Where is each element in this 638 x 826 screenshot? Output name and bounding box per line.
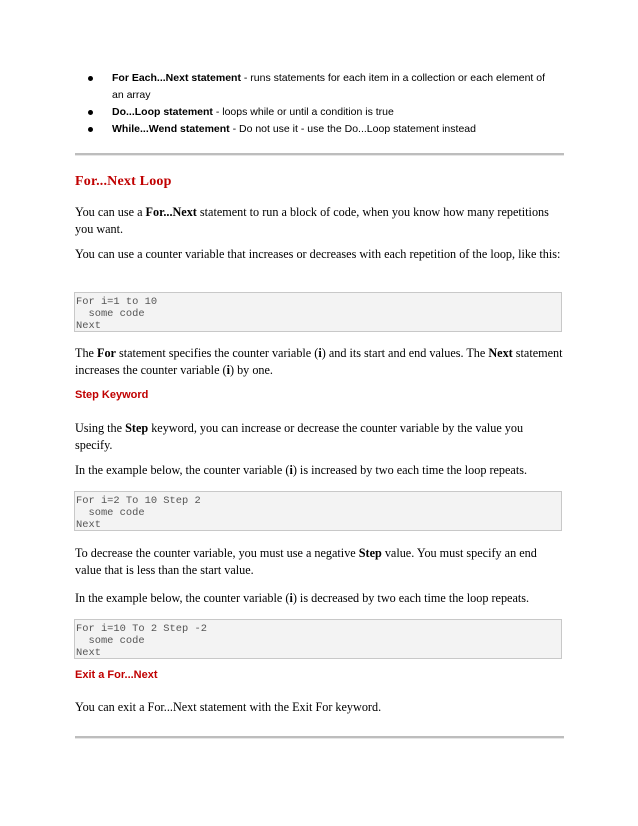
bullet-icon bbox=[88, 127, 93, 132]
paragraph: In the example below, the counter variable (i) is decreased by two each time the loop repeats. bbox=[75, 591, 530, 605]
paragraph: You can use a counter variable that increases or decreases with each repetition of the loop, like this: bbox=[75, 247, 561, 261]
list-item: For Each...Next statement - runs statements for each item in a collection or each element of an array bbox=[88, 70, 558, 104]
paragraph: You can use a For...Next statement to run a block of code, when you know how many repetitions you want. bbox=[75, 205, 549, 236]
paragraph: To decrease the counter variable, you must use a negative Step value. You must specify an end value that is less than the start value. bbox=[75, 546, 537, 577]
paragraph: You can exit a For...Next statement with the Exit For keyword. bbox=[75, 700, 382, 714]
paragraph: Using the Step keyword, you can increase or decrease the counter variable by the value you specify. bbox=[75, 421, 524, 452]
code-line: some code bbox=[76, 635, 145, 647]
code-block bbox=[74, 619, 562, 659]
code-line: For i=1 to 10 bbox=[76, 296, 158, 308]
horizontal-divider bbox=[75, 153, 564, 156]
code-line: Next bbox=[76, 320, 101, 332]
loop-types-list bbox=[88, 70, 558, 138]
code-line: Next bbox=[76, 647, 101, 659]
code-block bbox=[74, 491, 562, 531]
code-line: For i=2 To 10 Step 2 bbox=[76, 495, 201, 507]
code-block bbox=[74, 292, 562, 332]
list-item: Do...Loop statement - loops while or until a condition is true bbox=[88, 104, 558, 121]
section-heading-step-keyword: Step Keyword bbox=[75, 389, 149, 401]
paragraph: In the example below, the counter variable (i) is increased by two each time the loop repeats. bbox=[75, 463, 528, 477]
code-line: Next bbox=[76, 519, 101, 531]
horizontal-divider bbox=[75, 736, 564, 739]
code-line: some code bbox=[76, 507, 145, 519]
section-heading-exit-for-next: Exit a For...Next bbox=[75, 669, 158, 681]
bullet-icon bbox=[88, 76, 93, 81]
bullet-icon bbox=[88, 110, 93, 115]
list-item: While...Wend statement - Do not use it - use the Do...Loop statement instead bbox=[88, 121, 558, 138]
code-line: For i=10 To 2 Step -2 bbox=[76, 623, 207, 635]
section-heading-for-next: For...Next Loop bbox=[75, 174, 172, 189]
code-line: some code bbox=[76, 308, 145, 320]
paragraph: The For statement specifies the counter variable (i) and its start and end values. The Next statement increases the counter variable (i) by one. bbox=[75, 346, 563, 377]
